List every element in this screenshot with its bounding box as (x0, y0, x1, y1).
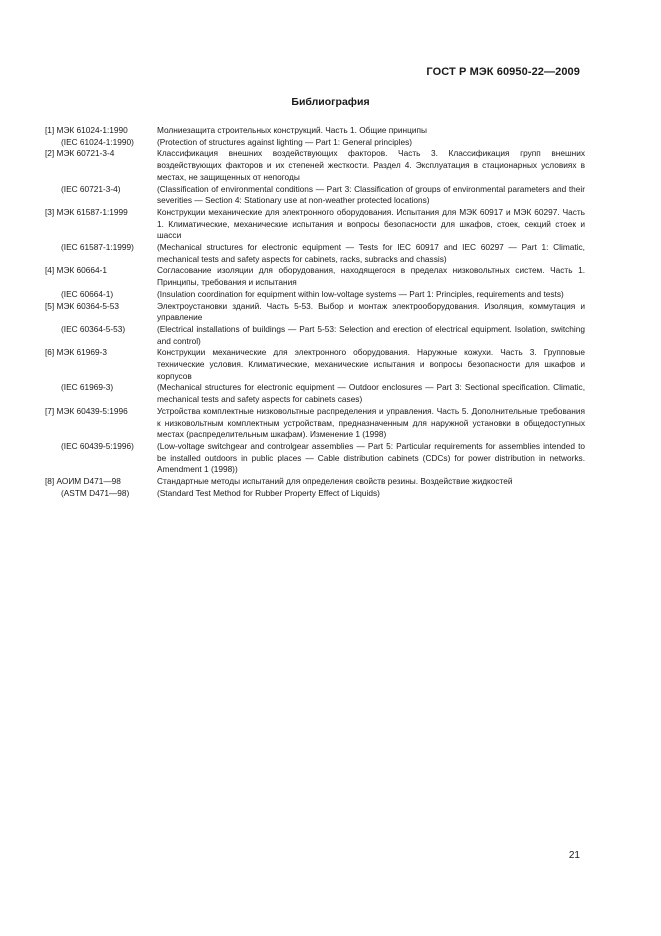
entry-reference: (ASTM D471—98) (61, 487, 130, 498)
entry-reference: [8] АОИМ D471—98 (45, 476, 121, 487)
bibliography-entry (45, 184, 585, 207)
entry-text: Конструкции механические для электронного оборудования. Наружные кожухи. Часть 3. Групповые технические условия. Климатические, механические испытания и вопросы безопасности для шкафов и корпусов (157, 347, 585, 381)
entry-text: (Mechanical structures for electronic equipment — Outdoor enclosures — Part 3: Sectional specification. Climatic, mechanical tests and safety aspects for cabinets cases) (157, 382, 585, 405)
entry-reference: (IEC 60439-5:1996) (61, 440, 134, 451)
entry-text: Молниезащита строительных конструкций. Часть 1. Общие принципы (157, 125, 427, 135)
bibliography-entry (45, 406, 585, 441)
bibliography-entry (45, 488, 585, 500)
entry-text: (Classification of environmental conditions — Part 3: Classification of groups of environmental parameters and their severities — Section 4: Stationary use at non-weather protected locations) (157, 183, 585, 206)
bibliography-entry (45, 301, 585, 324)
entry-reference: (IEC 61024-1:1990) (61, 136, 134, 147)
bibliography-entry (45, 476, 585, 488)
entry-reference: [2] МЭК 60721-3-4 (45, 148, 115, 159)
entry-text: Устройства комплектные низковольтные распределения и управления. Часть 5. Дополнительные требования к низковольтным комплектным устройствам, предназначенным для наружной установки в общедоступных местах (распределительным шкафам). Изменение 1 (1998) (157, 405, 585, 440)
entry-text: (Mechanical structures for electronic equipment — Tests for IEC 60917 and IEC 60297 — Part 1: Climatic, mechanical tests and safety aspects for cabinets, racks, subracks and chassis) (157, 242, 585, 264)
entry-text: (Low-voltage switchgear and controlgear assemblies — Part 5: Particular requirements for assemblies intended to be installed outdoors in public places — Cable distribution cabinets (CDCs) for power distribution in networks. Amendment 1 (1998)) (157, 440, 585, 475)
entry-text: Конструкции механические для электронного оборудования. Испытания для МЭК 60917 и МЭК 60297. Часть 1. Климатические, механические испытания и вопросы безопасности для шкафов, стоек, секций стоек и шасси (157, 206, 585, 241)
bibliography-entry (45, 289, 585, 301)
document-header-id: ГОСТ Р МЭК 60950-22—2009 (426, 66, 580, 78)
bibliography-entry (45, 148, 585, 183)
bibliography-entry (45, 382, 585, 405)
bibliography-entry (45, 125, 585, 137)
bibliography-list (45, 125, 585, 500)
entry-reference: [3] МЭК 61587-1:1999 (45, 206, 128, 217)
entry-reference: [7] МЭК 60439-5:1996 (45, 405, 128, 416)
entry-reference: (IEC 61587-1:1999) (61, 242, 134, 253)
entry-text: Стандартные методы испытаний для определения свойств резины. Воздействие жидкостей (157, 476, 513, 487)
entry-reference: (IEC 60364-5-53) (61, 323, 126, 334)
entry-reference: [4] МЭК 60664-1 (45, 265, 107, 276)
entry-reference: [6] МЭК 61969-3 (45, 347, 107, 358)
entry-reference: [5] МЭК 60364-5-53 (45, 300, 119, 311)
entry-text: Классификация внешних воздействующих факторов. Часть 3. Классификация групп внешних воздействующих факторов и их степеней жесткости. Раздел 4. Эксплуатация в стационарных условиях в местах, не защищенных от непогоды (157, 148, 585, 182)
bibliography-entry (45, 324, 585, 347)
entry-text: (Standard Test Method for Rubber Property Effect of Liquids) (157, 487, 380, 498)
bibliography-entry (45, 347, 585, 382)
entry-text: Электроустановки зданий. Часть 5-53. Выбор и монтаж электрооборудования. Изоляция, коммутация и управление (157, 300, 585, 323)
bibliography-entry (45, 265, 585, 288)
bibliography-entry (45, 207, 585, 242)
entry-text: (Insulation coordination for equipment within low-voltage systems — Part 1: Principles, requirements and tests) (157, 288, 564, 299)
entry-reference: (IEC 60721-3-4) (61, 183, 121, 194)
entry-text: Согласование изоляции для оборудования, находящегося в пределах низковольтных систем. Часть 1. Принципы, требования и испытания (157, 265, 585, 288)
page-title: Библиография (291, 96, 370, 108)
page-number: 21 (568, 850, 580, 861)
entry-reference: [1] МЭК 61024-1:1990 (45, 125, 128, 135)
entry-text: (Protection of structures against lighting — Part 1: General principles) (157, 136, 413, 147)
bibliography-entry (45, 242, 585, 265)
entry-reference: (IEC 60664-1) (61, 288, 114, 299)
entry-text: (Electrical installations of buildings — Part 5-53: Selection and erection of electrical equipment. Isolation, switching and control) (157, 323, 585, 346)
bibliography-entry (45, 137, 585, 149)
entry-reference: (IEC 61969-3) (61, 382, 114, 393)
bibliography-entry (45, 441, 585, 476)
